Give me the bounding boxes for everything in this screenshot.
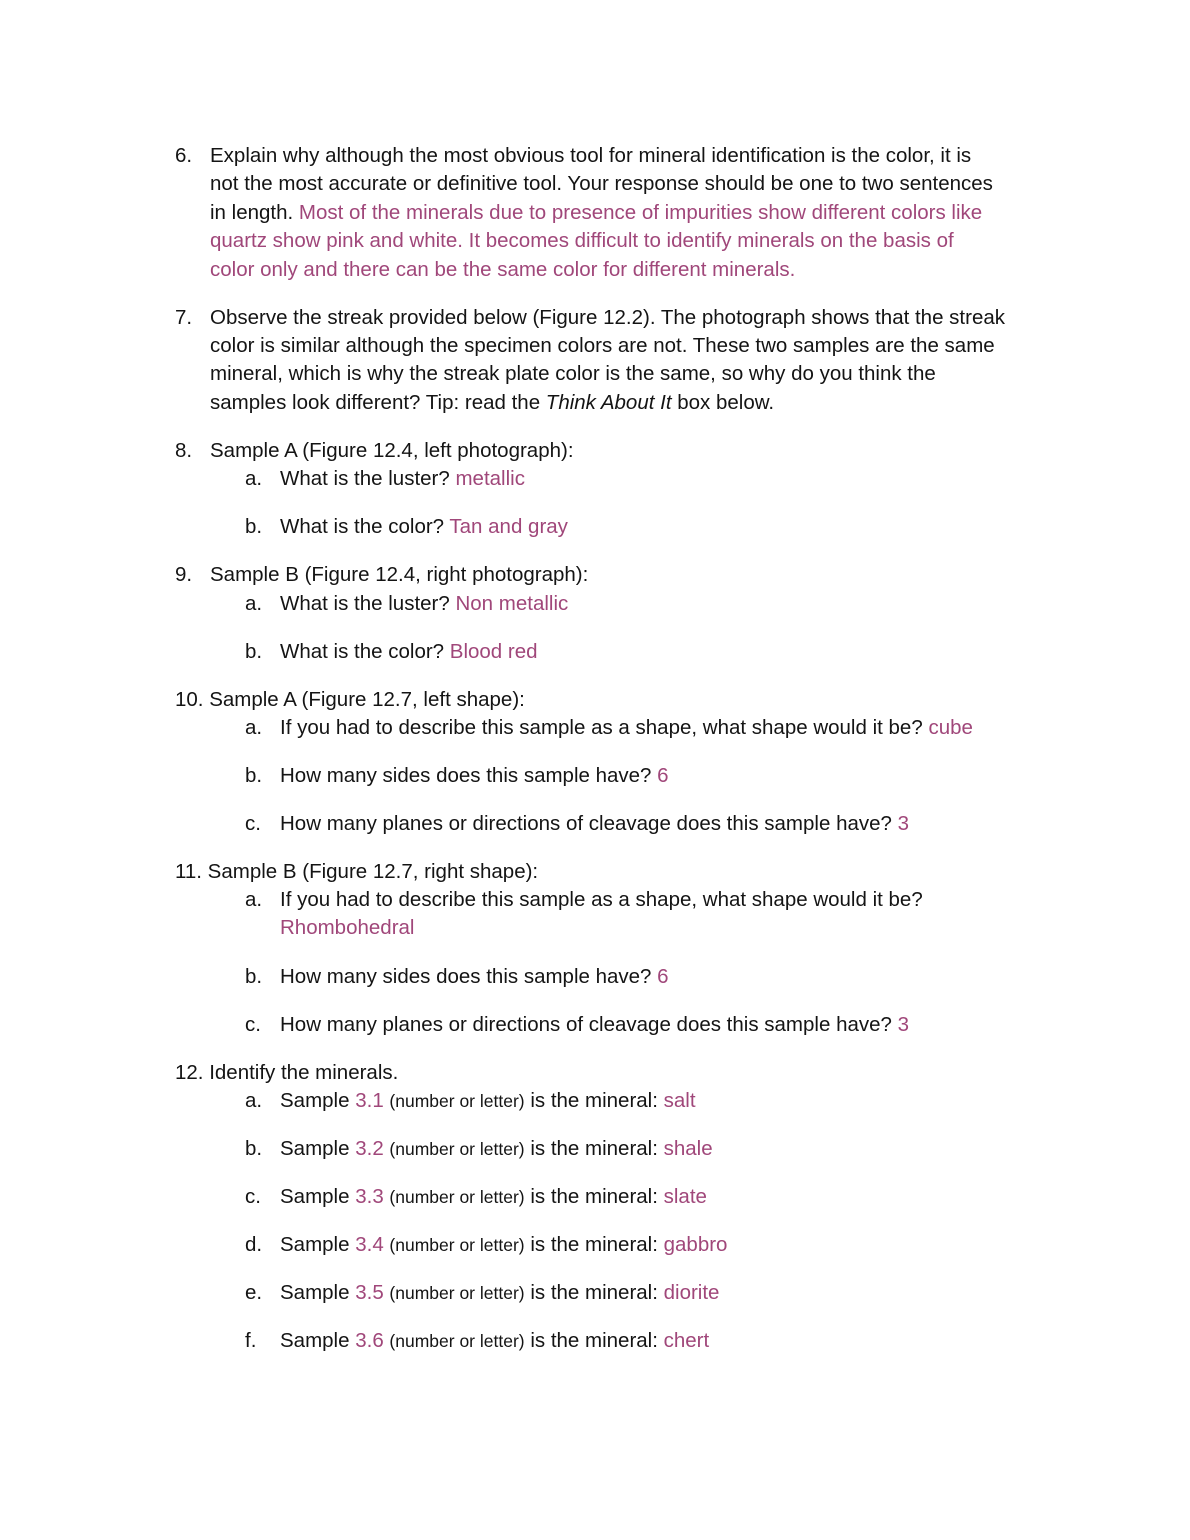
q12-item-line [280,1327,709,1355]
q6-prompt-end: in length. [210,201,294,224]
q8-title: Sample A (Figure 12.4, left photograph): [210,439,574,462]
q6-number: 6. [175,144,193,167]
q12-item-line [280,1087,696,1115]
q10-title: 10. Sample A (Figure 12.7, left shape): [175,688,525,711]
q6-line-3 [210,199,982,227]
q12-item-letter: a. [245,1089,263,1112]
q10-a-letter: a. [245,716,263,739]
q11-b-line [280,963,669,991]
sample-number: 3.3 [355,1185,384,1208]
sample-word: Sample [280,1329,350,1352]
sample-number: 3.2 [355,1137,384,1160]
q9-a-answer: Non metallic [455,592,569,615]
mineral-answer: gabbro [663,1233,728,1256]
q10-a-question: If you had to describe this sample as a shape, what shape would it be? [280,716,923,739]
sample-number: 3.5 [355,1281,384,1304]
q8-b-question: What is the color? [280,515,445,538]
is-the-mineral-label: is the mineral: [530,1233,658,1256]
sample-number: 3.1 [355,1089,384,1112]
q11-a-question: If you had to describe this sample as a shape, what shape would it be? [280,888,923,911]
q7-tip-italic: Think About It [545,391,672,414]
number-or-letter-note: (number or letter) [389,1283,525,1303]
q7-line-2: color is similar although the specimen colors are not. These two samples are the same [210,334,995,357]
q7-line-4 [210,389,774,417]
is-the-mineral-label: is the mineral: [530,1089,658,1112]
q10-a-line [280,714,973,742]
q8-a-question: What is the luster? [280,467,450,490]
number-or-letter-note: (number or letter) [389,1187,525,1207]
q9-a-letter: a. [245,592,263,615]
number-or-letter-note: (number or letter) [389,1139,525,1159]
number-or-letter-note: (number or letter) [389,1091,525,1111]
q8-a-line [280,465,525,493]
q11-title: 11. Sample B (Figure 12.7, right shape): [175,860,539,883]
q8-a-answer: metallic [455,467,525,490]
q9-a-line [280,590,568,618]
sample-number: 3.6 [355,1329,384,1352]
number-or-letter-note: (number or letter) [389,1235,525,1255]
q7-tip-prefix: samples look different? Tip: read the [210,391,541,414]
q6-answer-part-1: Most of the minerals due to presence of impurities show different colors like [298,201,983,224]
q12-item-line [280,1279,719,1307]
q9-b-question: What is the color? [280,640,445,663]
q9-b-letter: b. [245,640,263,663]
q10-c-question: How many planes or directions of cleavage does this sample have? [280,812,892,835]
q11-b-question: How many sides does this sample have? [280,965,652,988]
q7-number: 7. [175,306,193,329]
q8-b-letter: b. [245,515,263,538]
q11-c-question: How many planes or directions of cleavage does this sample have? [280,1013,892,1036]
q10-b-line [280,762,669,790]
q8-b-answer: Tan and gray [449,515,568,538]
q11-a-letter: a. [245,888,263,911]
q10-b-letter: b. [245,764,263,787]
q7-tip-suffix: box below. [677,391,775,414]
sample-word: Sample [280,1233,350,1256]
q11-a-answer: Rhombohedral [280,916,415,939]
q12-title: 12. Identify the minerals. [175,1061,399,1084]
mineral-answer: salt [663,1089,696,1112]
mineral-answer: chert [663,1329,710,1352]
q10-a-answer: cube [928,716,973,739]
q10-c-letter: c. [245,812,261,835]
number-or-letter-note: (number or letter) [389,1331,525,1351]
q10-c-answer: 3 [897,812,910,835]
q9-b-line [280,638,538,666]
q12-item-letter: b. [245,1137,263,1160]
q11-b-answer: 6 [657,965,669,988]
q9-title: Sample B (Figure 12.4, right photograph): [210,563,589,586]
q8-number: 8. [175,439,193,462]
q9-number: 9. [175,563,193,586]
q7-line-1: Observe the streak provided below (Figure 12.2). The photograph shows that the streak [210,306,1006,329]
q10-b-question: How many sides does this sample have? [280,764,652,787]
sample-number: 3.4 [355,1233,384,1256]
q11-b-letter: b. [245,965,263,988]
q10-c-line [280,810,909,838]
q6-line-1: Explain why although the most obvious tool for mineral identification is the color, it is [210,144,972,167]
is-the-mineral-label: is the mineral: [530,1185,658,1208]
sample-word: Sample [280,1281,350,1304]
q12-item-letter: e. [245,1281,263,1304]
q9-b-answer: Blood red [449,640,538,663]
q12-item-letter: d. [245,1233,263,1256]
q8-b-line [280,513,568,541]
q11-c-letter: c. [245,1013,261,1036]
sample-word: Sample [280,1137,350,1160]
mineral-answer: shale [663,1137,713,1160]
q12-item-line [280,1231,727,1259]
q11-c-answer: 3 [897,1013,910,1036]
sample-word: Sample [280,1089,350,1112]
q6-answer-part-3: color only and there can be the same color for different minerals. [210,258,796,281]
q12-item-line [280,1135,713,1163]
q12-item-letter: c. [245,1185,261,1208]
mineral-answer: diorite [663,1281,720,1304]
q11-c-line [280,1011,909,1039]
q8-a-letter: a. [245,467,263,490]
q9-a-question: What is the luster? [280,592,450,615]
q10-b-answer: 6 [657,764,669,787]
q12-item-letter: f. [245,1329,257,1352]
is-the-mineral-label: is the mineral: [530,1137,658,1160]
q12-item-line [280,1183,707,1211]
is-the-mineral-label: is the mineral: [530,1329,658,1352]
sample-word: Sample [280,1185,350,1208]
q6-line-2: not the most accurate or definitive tool. Your response should be one to two sentences [210,172,993,195]
q7-line-3: mineral, which is why the streak plate color is the same, so why do you think the [210,362,936,385]
q6-answer-part-2: quartz show pink and white. It becomes difficult to identify minerals on the basis of [210,229,954,252]
mineral-answer: slate [663,1185,707,1208]
is-the-mineral-label: is the mineral: [530,1281,658,1304]
